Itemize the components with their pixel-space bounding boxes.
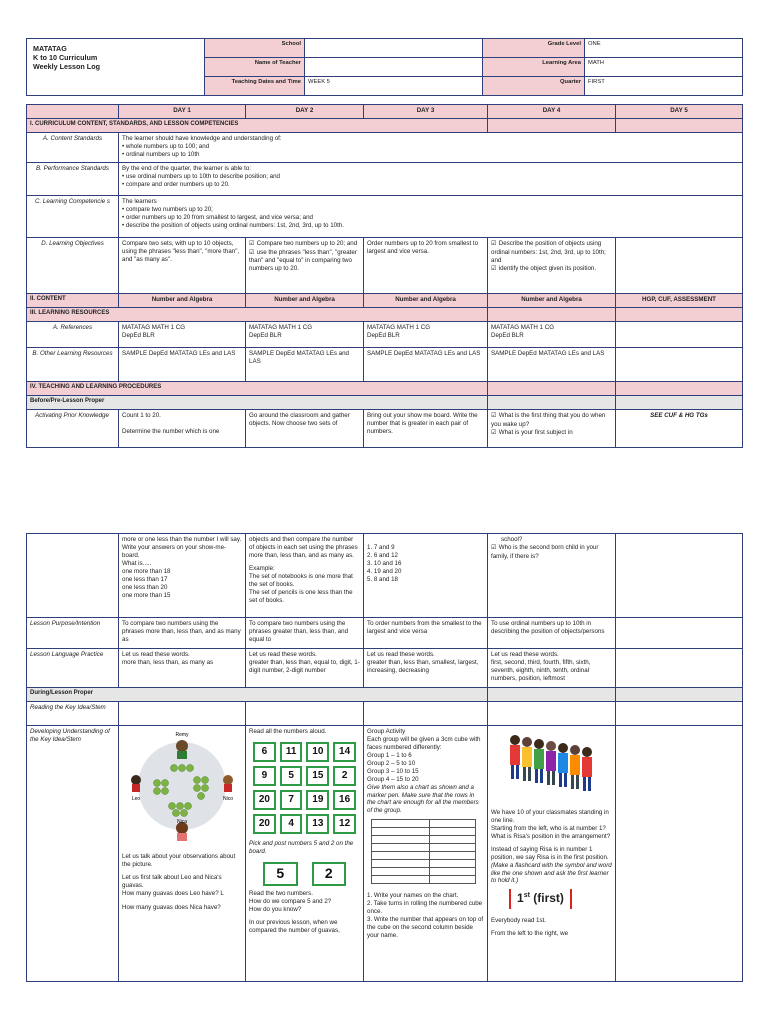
section-resources-pad-4 <box>488 308 616 322</box>
section-before-pad-5 <box>616 396 743 410</box>
content-day3: Number and Algebra <box>364 294 488 308</box>
check-icon: ☑ <box>491 241 497 247</box>
number-card[interactable]: 2 <box>312 862 347 886</box>
number-cell[interactable]: 12 <box>333 814 356 834</box>
school-label: School <box>205 39 305 58</box>
content-standards-text: The learner should have knowledge and understanding of: • whole numbers up to 100; and • ordinal numbers up to 10th <box>119 133 743 163</box>
objectives-day2: ☑ Compare two numbers up to 20; and ☑ use the phrases "less than", "greater than" and "equal to" in comparing two numbers up to 20. <box>246 238 364 294</box>
references-day5 <box>616 322 743 348</box>
day-5-header: DAY 5 <box>616 105 743 119</box>
section-during-pad-4 <box>488 688 616 702</box>
cont-day1: more or one less than the number I will say. Write your answers on your show-me-board. What is..... one more than 18 one less than 17 one less than 20 one more than 15 <box>119 534 246 618</box>
day-header-blank <box>27 105 119 119</box>
dates-label: Teaching Dates and Time <box>205 77 305 96</box>
objectives-day1: Compare two sets, with up to 10 objects, using the phrases "less than", "more than", and "as many as". <box>119 238 246 294</box>
day-2-header: DAY 2 <box>246 105 364 119</box>
section-procedures-pad-4 <box>488 382 616 396</box>
activating-label: Activating Prior Knowledge <box>27 410 119 448</box>
name-bottom: Nica <box>176 819 188 825</box>
area-label: Learning Area <box>483 58 585 77</box>
compare-numbers <box>249 858 360 890</box>
content-day4: Number and Algebra <box>488 294 616 308</box>
check-icon: ☑ <box>491 413 497 419</box>
guava-circle-illustration <box>122 728 242 846</box>
section-resources: III. LEARNING RESOURCES <box>27 308 488 322</box>
name-top: Remy <box>175 732 189 738</box>
language-day5 <box>616 649 743 688</box>
section-curriculum-pad-5 <box>616 119 743 133</box>
competencies-text: The learners • compare two numbers up to 20; • order numbers up to 20 from smallest to largest, and vice versa; and • describe the position of objects using ordinal numbers: 1st, 2nd, 3rd, up to 10th. <box>119 196 743 238</box>
day-3-header: DAY 3 <box>364 105 488 119</box>
purpose-label: Lesson Purpose/Intention <box>27 618 119 649</box>
group-chart <box>371 819 476 884</box>
lesson-table-1 <box>26 104 743 448</box>
page-2 <box>0 533 768 982</box>
other-resources-day4: SAMPLE DepEd MATATAG LEs and LAS <box>488 348 616 382</box>
section-during-pad-5 <box>616 688 743 702</box>
form-title: MATATAG K to 10 Curriculum Weekly Lesson Log <box>27 39 205 96</box>
section-procedures-pad-5 <box>616 382 743 396</box>
area-value[interactable]: MATH <box>585 58 743 77</box>
number-cell[interactable]: 2 <box>333 766 356 786</box>
content-day5: HGP, CUF, ASSESSMENT <box>616 294 743 308</box>
reading-label: Reading the Key Idea/Stem <box>27 702 119 726</box>
day-1-header: DAY 1 <box>119 105 246 119</box>
developing-day4: We have 10 of your classmates standing in one line. Starting from the left, who is at number 1? What is Risa's position in the arrangement? Instead of saying Risa is in number 1 position, we say Risa is in the first position. (Make a flashcard with the symbol and word like the one shown and ask the first learner to hold it.) 1st (first) Everybody read 1st. From the left to the right, we <box>488 726 616 982</box>
references-day1: MATATAG MATH 1 CG DepEd BLR <box>119 322 246 348</box>
content-day2: Number and Algebra <box>246 294 364 308</box>
purpose-day1: To compare two numbers using the phrases more than, less than, and as many as <box>119 618 246 649</box>
activating-day2: Go around the classroom and gather objects. Now choose two sets of <box>246 410 364 448</box>
reading-day3 <box>364 702 488 726</box>
developing-day2: Read all the numbers aloud. 6 11 10 14 9 5 15 2 20 7 19 16 20 4 13 12 Pick and post numbers 5 and 2 on the board. 5 2 Read the two numbers. How do we compare 5 and 2? How do you know? In our previous lesson, when we compared the number of guavas, <box>246 726 364 982</box>
activating-day4: ☑ What is the first thing that you do when you wake up? ☑ What is your first subject in <box>488 410 616 448</box>
references-day4: MATATAG MATH 1 CG DepEd BLR <box>488 322 616 348</box>
number-cell[interactable]: 7 <box>280 790 303 810</box>
references-day2: MATATAG MATH 1 CG DepEd BLR <box>246 322 364 348</box>
reading-day5 <box>616 702 743 726</box>
dates-value[interactable]: WEEK 5 <box>305 77 483 96</box>
number-cell[interactable]: 4 <box>280 814 303 834</box>
cont-day2: objects and then compare the number of objects in each set using the phrases more than, less than, and as many as. Example: The set of notebooks is one more that the set of books. The set of pencils is one less than the set of books. <box>246 534 364 618</box>
section-before-pad-4 <box>488 396 616 410</box>
grade-label: Grade Level <box>483 39 585 58</box>
number-cell[interactable]: 20 <box>253 814 276 834</box>
purpose-day5 <box>616 618 743 649</box>
section-resources-pad-5 <box>616 308 743 322</box>
classmates-line-illustration <box>493 728 613 796</box>
performance-standards-label: B. Performance Standards <box>27 163 119 196</box>
check-icon: ☑ <box>249 249 255 256</box>
section-before: Before/Pre-Lesson Proper <box>27 396 488 410</box>
number-cell[interactable]: 13 <box>306 814 329 834</box>
lesson-table-2 <box>26 533 743 982</box>
section-procedures: IV. TEACHING AND LEARNING PROCEDURES <box>27 382 488 396</box>
content-standards-label: A. Content Standards <box>27 133 119 163</box>
number-grid <box>249 738 360 838</box>
objectives-day3: Order numbers up to 20 from smallest to largest and vice versa. <box>364 238 488 294</box>
section-curriculum-pad-4 <box>488 119 616 133</box>
cont-day4: school? ☑ Who is the second born child in your family, if there is? <box>488 534 616 618</box>
number-cell[interactable]: 15 <box>306 766 329 786</box>
check-icon: ☑ <box>491 544 497 551</box>
check-icon: ☑ <box>491 429 497 436</box>
number-cell[interactable]: 6 <box>253 742 276 762</box>
number-cell[interactable]: 5 <box>280 766 303 786</box>
content-day1: Number and Algebra <box>119 294 246 308</box>
header-table <box>26 38 743 96</box>
activating-day3: Bring out your show me board. Write the number that is greater in each pair of numbers. <box>364 410 488 448</box>
school-value[interactable] <box>305 39 483 58</box>
page-1 <box>0 38 768 448</box>
purpose-day2: To compare two numbers using the phrases greater than, less than, and equal to <box>246 618 364 649</box>
section-during: During/Lesson Proper <box>27 688 488 702</box>
name-right: Nico <box>222 796 234 802</box>
language-label: Lesson Language Practice <box>27 649 119 688</box>
day-4-header: DAY 4 <box>488 105 616 119</box>
section-content: II. CONTENT <box>27 294 119 308</box>
quarter-label: Quarter <box>483 77 585 96</box>
other-resources-day1: SAMPLE DepEd MATATAG LEs and LAS <box>119 348 246 382</box>
number-cell[interactable]: 10 <box>306 742 329 762</box>
references-day3: MATATAG MATH 1 CG DepEd BLR <box>364 322 488 348</box>
objectives-day5 <box>616 238 743 294</box>
other-resources-day2: SAMPLE DepEd MATATAG LEs and LAS <box>246 348 364 382</box>
activating-day1: Count 1 to 20. Determine the number which is one <box>119 410 246 448</box>
number-cell[interactable]: 16 <box>333 790 356 810</box>
number-card[interactable]: 5 <box>263 862 298 886</box>
objectives-day4: ☑ Describe the position of objects using ordinal numbers: 1st, 2nd, 3rd, up to 10th; and ☑ identify the object given its position. <box>488 238 616 294</box>
number-cell[interactable]: 9 <box>253 766 276 786</box>
check-icon: ☑ <box>491 265 497 272</box>
language-day3: Let us read these words. greater than, less than, smallest, largest, increasing, decreasing <box>364 649 488 688</box>
teacher-value[interactable] <box>305 58 483 77</box>
other-resources-label: B. Other Learning Resources <box>27 348 119 382</box>
reading-day1 <box>119 702 246 726</box>
other-resources-day3: SAMPLE DepEd MATATAG LEs and LAS <box>364 348 488 382</box>
competencies-label: C. Learning Competencie s <box>27 196 119 238</box>
performance-standards-text: By the end of the quarter, the learner is able to: • use ordinal numbers up to 10th to describe position; and • compare and order numbers up to 20. <box>119 163 743 196</box>
cont-day3: 1. 7 and 9 2. 6 and 12 3. 10 and 16 4. 19 and 20 5. 8 and 18 <box>364 534 488 618</box>
grade-value[interactable]: ONE <box>585 39 743 58</box>
developing-day3: Group Activity Each group will be given a 3cm cube with faces numbered differently: Group 1 – 1 to 6 Group 2 – 5 to 10 Group 3 – 10 to 15 Group 4 – 15 to 20 Give them also a chart as shown and a marker pen. Make sure that the rows in the chart are enough for all the members of the group. 1. Write your names on the chart. 2. Take turns in rolling the numbered cube once. 3. Write the number that appears on top of the cube on the second column beside your name. <box>364 726 488 982</box>
section-curriculum: I. CURRICULUM CONTENT, STANDARDS, AND LESSON COMPETENCIES <box>27 119 488 133</box>
cont-label <box>27 534 119 618</box>
developing-label: Developing Understanding of the Key Idea/Stem <box>27 726 119 982</box>
first-flashcard: 1st (first) <box>509 889 572 908</box>
language-day1: Let us read these words. more than, less than, as many as <box>119 649 246 688</box>
developing-day1: Remy Leo Nico Nica Let us talk about your observations about the picture. Let us first talk about Leo and Nica's guavas. How many guavas does Leo have? L How many guavas does Nica have? <box>119 726 246 982</box>
purpose-day4: To use ordinal numbers up to 10th in describing the position of objects/persons <box>488 618 616 649</box>
activating-day5: SEE CUF & HG TGs <box>616 410 743 448</box>
cont-day5 <box>616 534 743 618</box>
number-cell[interactable]: 14 <box>333 742 356 762</box>
purpose-day3: To order numbers from the smallest to the largest and vice versa <box>364 618 488 649</box>
number-cell[interactable]: 20 <box>253 790 276 810</box>
language-day4: Let us read these words. first, second, third, fourth, fifth, sixth, seventh, eighth, ninth, tenth, ordinal numbers, position, leftmost <box>488 649 616 688</box>
teacher-label: Name of Teacher <box>205 58 305 77</box>
developing-day5 <box>616 726 743 982</box>
references-label: A. References <box>27 322 119 348</box>
other-resources-day5 <box>616 348 743 382</box>
reading-day2 <box>246 702 364 726</box>
number-cell[interactable]: 11 <box>280 742 303 762</box>
quarter-value[interactable]: FIRST <box>585 77 743 96</box>
reading-day4 <box>488 702 616 726</box>
language-day2: Let us read these words. greater than, less than, equal to, digit, 1-digit number, 2-digit number <box>246 649 364 688</box>
objectives-label: D. Learning Objectives <box>27 238 119 294</box>
name-left: Leo <box>131 796 141 802</box>
check-icon: ☑ <box>249 241 255 247</box>
number-cell[interactable]: 19 <box>306 790 329 810</box>
